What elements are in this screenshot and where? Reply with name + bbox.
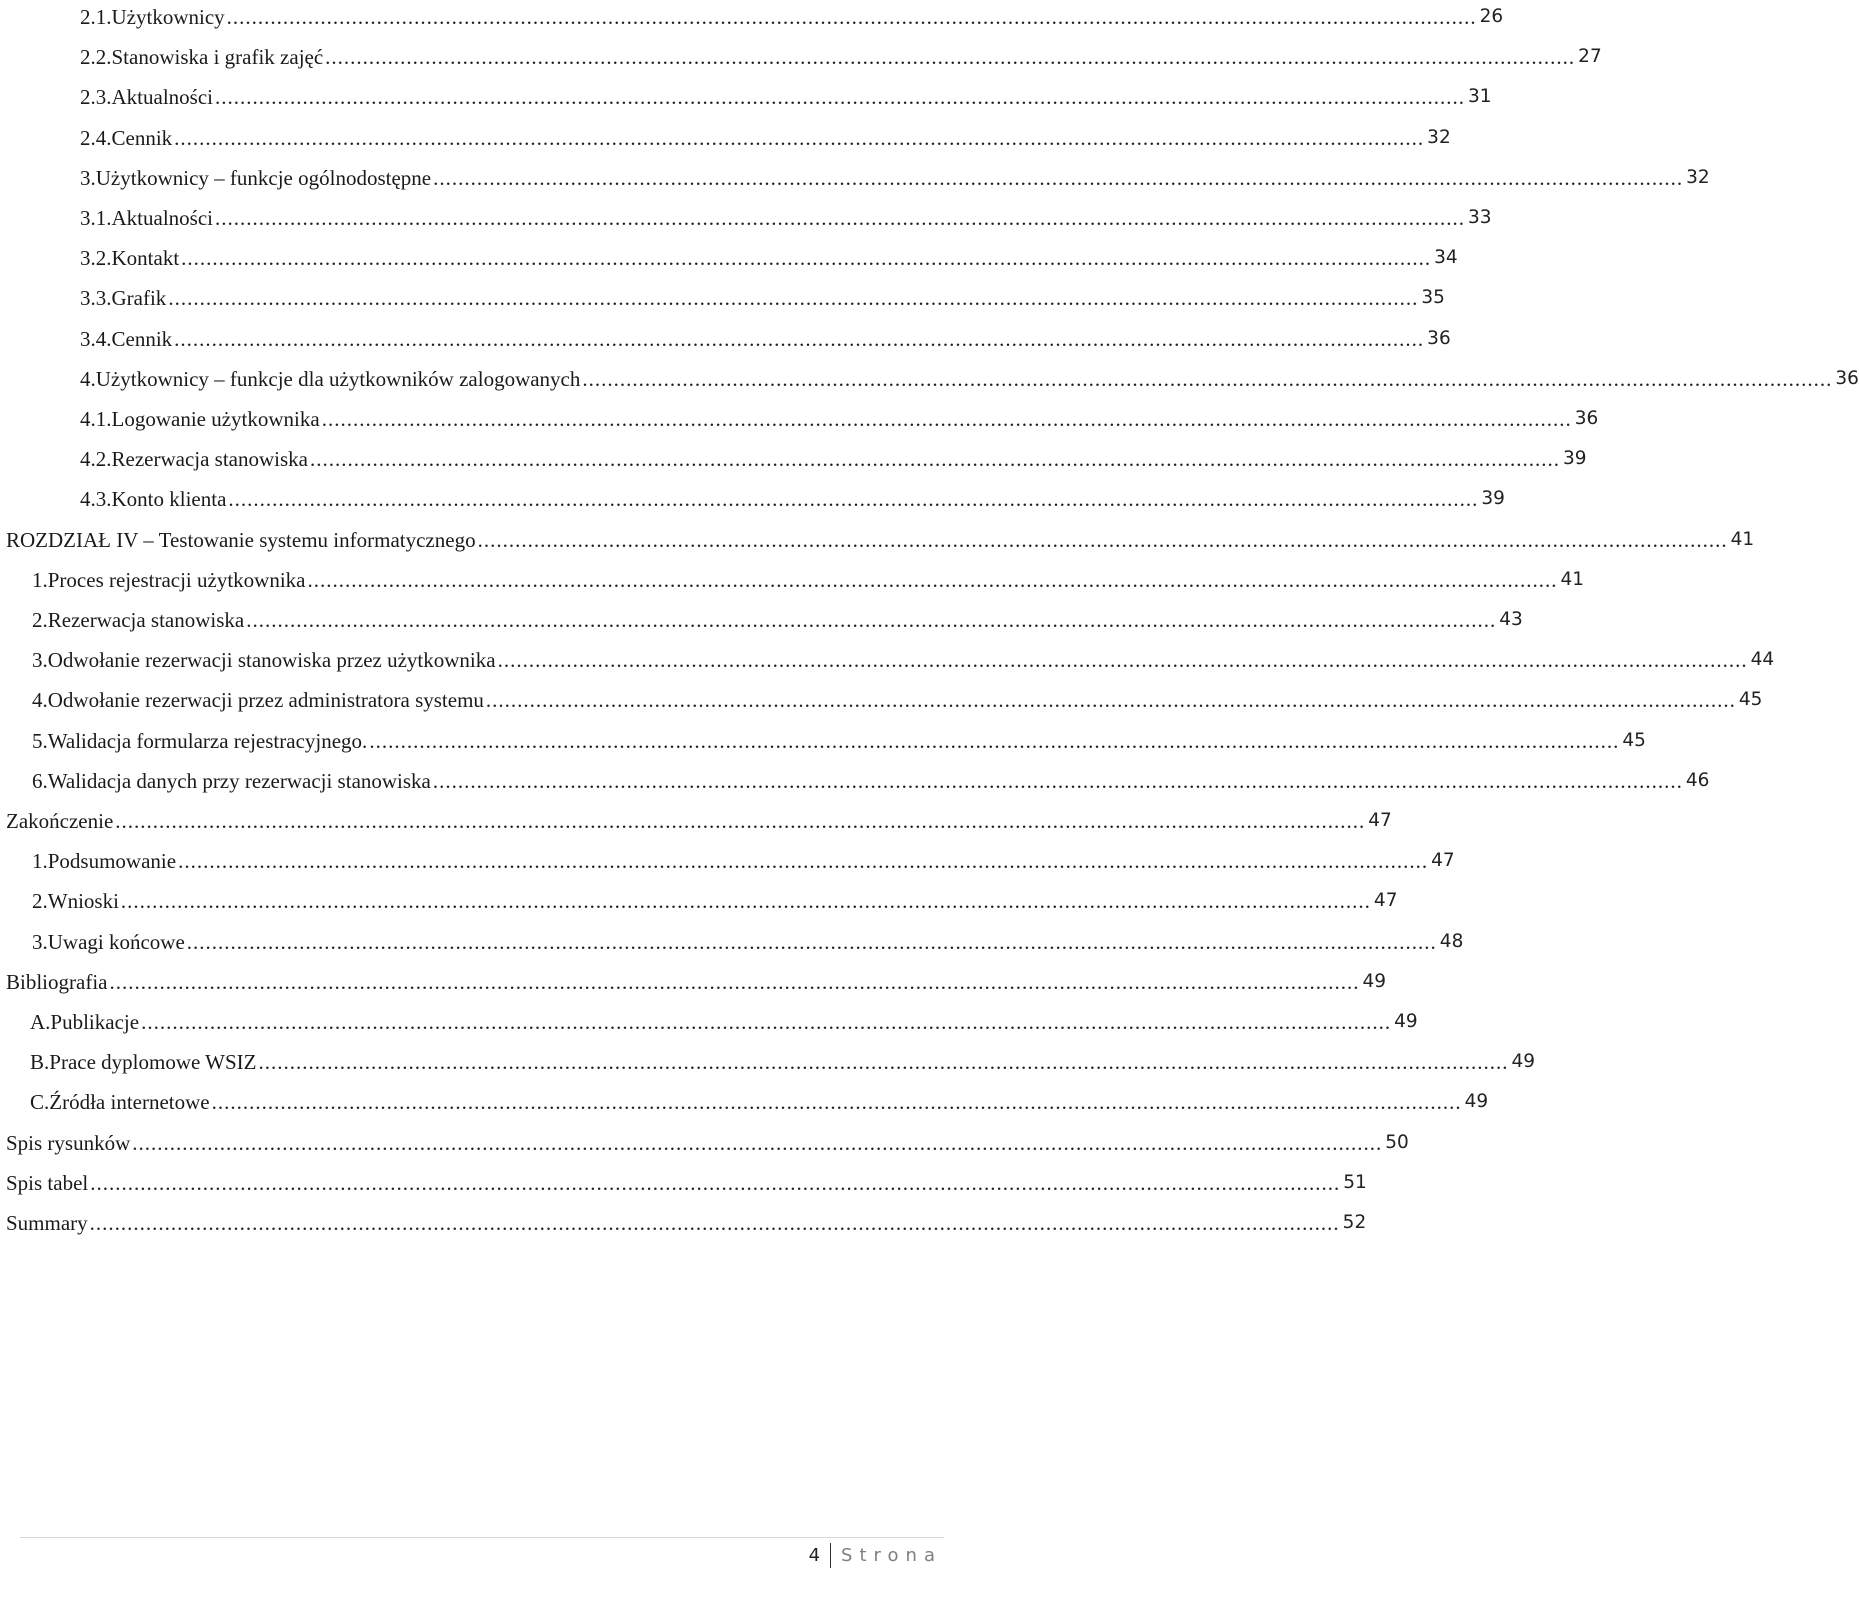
toc-entry-page: 41: [1560, 568, 1585, 590]
toc-dot-leader: ........................................................................................................................................................................................................: [109, 969, 1360, 994]
toc-entry-page: 47: [1431, 850, 1455, 872]
toc-entry[interactable]: [32, 764, 1710, 794]
toc-entry-page: 52: [1342, 1212, 1367, 1233]
toc-entry[interactable]: [30, 1045, 1536, 1075]
toc-dot-leader: ........................................................................................................................................................................................................: [174, 125, 1425, 150]
toc-entry-number: 4.: [80, 366, 96, 391]
toc-dot-leader: ........................................................................................................................................................................................................: [477, 527, 1728, 552]
toc-entry-title: Logowanie użytkownika: [111, 407, 320, 431]
toc-entry[interactable]: [80, 442, 1587, 472]
toc-entry-number: 2.: [32, 889, 48, 914]
toc-entry[interactable]: [6, 1206, 1367, 1236]
toc-entry-page: 49: [1511, 1051, 1536, 1073]
toc-entry-number: 3.1.: [80, 206, 112, 230]
toc-entry-title: Proces rejestracji użytkownika: [47, 567, 306, 592]
toc-entry-page: 36: [1835, 367, 1859, 389]
toc-entry-number: 2.1.: [80, 5, 112, 29]
toc-dot-leader: ........................................................................................................................................................................................................: [258, 1050, 1509, 1075]
toc-entry-title: Wnioski: [47, 889, 119, 914]
toc-entry-title: Rezerwacja stanowiska: [47, 608, 245, 632]
toc-dot-leader: ........................................................................................................................................................................................................: [115, 809, 1366, 833]
toc-entry-title: Cennik: [111, 326, 173, 351]
toc-entry-page: 35: [1421, 287, 1445, 309]
page-footer: [809, 1542, 942, 1568]
toc-entry-title: Użytkownicy – funkcje ogólnodostępne: [95, 165, 432, 190]
toc-entry-title: Aktualności: [111, 206, 213, 230]
toc-entry-title: Walidacja formularza rejestracyjnego.: [47, 728, 368, 753]
toc-entry-title: Użytkownicy: [111, 5, 225, 29]
toc-dot-leader: ........................................................................................................................................................................................................: [497, 648, 1748, 673]
toc-dot-leader: ........................................................................................................................................................................................................: [214, 85, 1465, 110]
toc-entry[interactable]: [6, 965, 1387, 995]
toc-entry-title: Źródła internetowe: [49, 1090, 210, 1115]
toc-entry[interactable]: [30, 1085, 1489, 1115]
toc-dot-leader: ........................................................................................................................................................................................................: [186, 929, 1437, 954]
footer-divider: [20, 1537, 944, 1538]
toc-dot-leader: ........................................................................................................................................................................................................: [178, 849, 1429, 874]
toc-entry-page: 49: [1394, 1011, 1418, 1032]
toc-entry-title: Uwagi końcowe: [47, 929, 185, 954]
toc-entry-page: 45: [1738, 689, 1763, 711]
toc-dot-leader: ........................................................................................................................................................................................................: [90, 1170, 1341, 1195]
toc-entry-page: 31: [1467, 86, 1492, 108]
toc-entry-page: 41: [1730, 528, 1755, 550]
toc-entry-number: B.: [30, 1050, 50, 1075]
toc-entry-page: 34: [1434, 247, 1458, 269]
toc-entry-number: 3.: [32, 929, 48, 954]
toc-entry-title: Zakończenie: [6, 809, 114, 833]
toc-entry-page: 44: [1750, 649, 1775, 671]
toc-entry-page: 39: [1563, 448, 1587, 470]
toc-entry[interactable]: [6, 523, 1755, 553]
toc-entry-page: 32: [1686, 166, 1710, 188]
toc-entry-title: Odwołanie rezerwacji przez administratora systemu: [47, 688, 484, 713]
toc-entry[interactable]: [80, 281, 1445, 311]
toc-dot-leader: ........................................................................................................................................................................................................: [321, 407, 1572, 431]
toc-entry[interactable]: [6, 1126, 1409, 1156]
toc-entry-title: Cennik: [111, 125, 173, 150]
toc-entry-number: 3.3.: [80, 286, 112, 311]
toc-entry-page: 32: [1427, 126, 1451, 148]
toc-entry-page: 39: [1481, 488, 1505, 510]
toc-dot-leader: ........................................................................................................................................................................................................: [582, 366, 1833, 391]
toc-entry-page: 49: [1464, 1091, 1489, 1113]
toc-entry-number: 3.2.: [80, 246, 112, 271]
toc-entry-page: 46: [1685, 769, 1710, 791]
toc-entry-title: Konto klienta: [111, 487, 227, 512]
toc-dot-leader: ........................................................................................................................................................................................................: [369, 728, 1620, 753]
toc-entry-page: 33: [1467, 207, 1492, 228]
toc-dot-leader: ........................................................................................................................................................................................................: [485, 688, 1736, 713]
toc-dot-leader: ........................................................................................................................................................................................................: [310, 447, 1560, 472]
toc-entry[interactable]: [80, 201, 1492, 231]
toc-dot-leader: ........................................................................................................................................................................................................: [432, 768, 1683, 793]
toc-entry-title: Grafik: [111, 286, 167, 311]
toc-entry-title: Odwołanie rezerwacji stanowiska przez użytkownika: [47, 648, 496, 673]
toc-entry-number: C.: [30, 1090, 50, 1115]
toc-entry[interactable]: [80, 402, 1599, 432]
toc-dot-leader: ........................................................................................................................................................................................................: [181, 246, 1432, 271]
toc-entry[interactable]: [80, 362, 1859, 392]
toc-dot-leader: ........................................................................................................................................................................................................: [307, 567, 1558, 592]
toc-entry-title: Prace dyplomowe WSIZ: [49, 1050, 257, 1075]
toc-entry-number: 4.3.: [80, 487, 112, 512]
toc-entry-page: 36: [1427, 327, 1451, 349]
toc-entry[interactable]: [6, 1166, 1367, 1196]
footer-page-number: 4: [808, 1544, 821, 1566]
toc-entry-number: 1.: [32, 567, 48, 592]
toc-entry[interactable]: [32, 643, 1775, 673]
toc-entry-number: 3.: [32, 648, 48, 673]
toc-entry[interactable]: [32, 844, 1455, 874]
toc-dot-leader: ........................................................................................................................................................................................................: [141, 1010, 1392, 1034]
toc-dot-leader: ........................................................................................................................................................................................................: [168, 286, 1419, 311]
toc-entry[interactable]: [32, 563, 1585, 593]
toc-dot-leader: ........................................................................................................................................................................................................: [433, 165, 1684, 190]
toc-entry-number: 4.2.: [80, 447, 112, 472]
toc-entry-number: 5.: [32, 728, 48, 753]
toc-dot-leader: ........................................................................................................................................................................................................: [214, 206, 1465, 230]
toc-entry-page: 47: [1368, 810, 1392, 831]
toc-entry-page: 47: [1373, 890, 1398, 912]
toc-entry-page: 43: [1499, 609, 1523, 630]
toc-dot-leader: ........................................................................................................................................................................................................: [228, 487, 1479, 512]
toc-dot-leader: ........................................................................................................................................................................................................: [120, 889, 1371, 914]
toc-entry-page: 26: [1479, 6, 1504, 27]
toc-dot-leader: ........................................................................................................................................................................................................: [325, 45, 1576, 70]
toc-entry[interactable]: [80, 322, 1451, 352]
toc-entry-number: 2.2.: [80, 45, 112, 70]
toc-entry-page: 45: [1622, 729, 1646, 751]
toc-entry[interactable]: [80, 482, 1505, 512]
toc-dot-leader: ........................................................................................................................................................................................................: [132, 1130, 1383, 1155]
toc-entry-title: Summary: [6, 1211, 88, 1235]
footer-separator: [830, 1543, 831, 1568]
toc-entry-number: 2.4.: [80, 125, 112, 150]
toc-entry[interactable]: [80, 161, 1710, 191]
toc-dot-leader: ........................................................................................................................................................................................................: [89, 1211, 1340, 1235]
toc-entry-page: 48: [1439, 930, 1464, 952]
toc-dot-leader: ........................................................................................................................................................................................................: [174, 326, 1425, 351]
toc-entry[interactable]: [30, 1005, 1418, 1035]
toc-entry[interactable]: [80, 40, 1602, 70]
toc-entry-page: 51: [1343, 1171, 1367, 1193]
toc-entry-title: Aktualności: [111, 85, 213, 110]
toc-entry-title: Stanowiska i grafik zajęć: [111, 45, 324, 70]
toc-entry-title: Rezerwacja stanowiska: [111, 447, 308, 472]
toc-entry-number: A.: [30, 1010, 51, 1034]
toc-entry-title: Walidacja danych przy rezerwacji stanowiska: [47, 768, 431, 793]
toc-entry-number: 2.3.: [80, 85, 112, 110]
toc-entry[interactable]: [80, 0, 1504, 30]
toc-entry-page: 50: [1385, 1131, 1409, 1153]
toc-entry[interactable]: [32, 724, 1646, 754]
toc-entry[interactable]: [80, 121, 1451, 151]
footer-page-word: Strona: [841, 1544, 942, 1566]
toc-entry-title: Podsumowanie: [47, 849, 177, 874]
toc-entry-number: 6.: [32, 768, 48, 793]
toc-entry-title: Spis rysunków: [6, 1130, 131, 1155]
toc-entry-title: Spis tabel: [6, 1170, 89, 1195]
toc-entry-number: 4.1.: [80, 407, 112, 431]
toc-entry-number: 1.: [32, 849, 48, 874]
toc-dot-leader: ........................................................................................................................................................................................................: [211, 1090, 1462, 1115]
toc-dot-leader: ........................................................................................................................................................................................................: [246, 608, 1497, 632]
toc-entry-title: Kontakt: [111, 246, 180, 271]
toc-entry-number: 3.: [80, 165, 96, 190]
toc-entry-number: 3.4.: [80, 326, 112, 351]
toc-entry-title: Publikacje: [50, 1010, 140, 1034]
toc-entry[interactable]: [32, 603, 1523, 633]
toc-entry-number: 2.: [32, 608, 48, 632]
toc-entry-page: 36: [1574, 408, 1599, 429]
toc-entry-page: 49: [1362, 970, 1387, 992]
toc-entry-title: Użytkownicy – funkcje dla użytkowników zalogowanych: [95, 366, 581, 391]
toc-entry-page: 27: [1578, 46, 1602, 68]
toc-entry[interactable]: [80, 241, 1458, 271]
toc-entry-number: 4.: [32, 688, 48, 713]
toc-entry-title: ROZDZIAŁ IV – Testowanie systemu informatycznego: [6, 527, 476, 552]
toc-dot-leader: ........................................................................................................................................................................................................: [226, 5, 1477, 29]
toc-entry[interactable]: [32, 683, 1763, 713]
toc-entry[interactable]: [32, 884, 1398, 914]
toc-entry-title: Bibliografia: [6, 969, 108, 994]
toc-entry[interactable]: [80, 80, 1492, 110]
toc-entry[interactable]: [32, 925, 1464, 955]
toc-entry[interactable]: [6, 804, 1392, 834]
